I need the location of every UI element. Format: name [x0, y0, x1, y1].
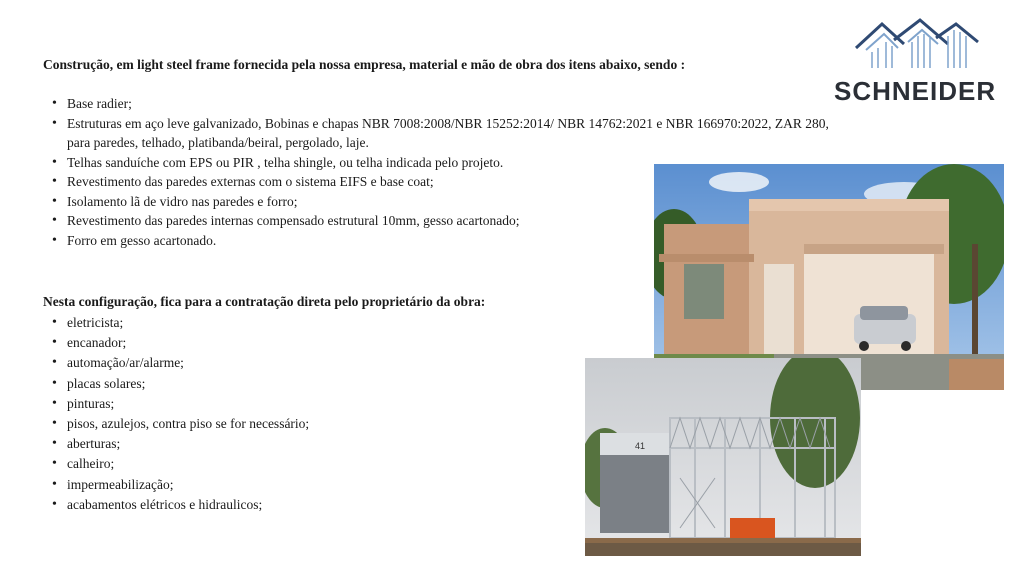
steel-frame-photo	[585, 358, 861, 556]
list-item: • aberturas;	[52, 434, 309, 454]
list-item: • acabamentos elétricos e hidraulicos;	[52, 495, 309, 515]
list-item: • automação/ar/alarme;	[52, 353, 309, 373]
company-logo	[832, 18, 1002, 108]
list-item: • eletricista;	[52, 313, 309, 333]
list-item: • Telhas sanduíche com EPS ou PIR , telha shingle, ou telha indicada pelo projeto.	[52, 153, 972, 173]
house-roofs-icon	[852, 18, 982, 74]
intro-text: Construção, em light steel frame fornecida pela nossa empresa, material e mão de obra dos itens abaixo, sendo :	[43, 57, 686, 72]
list-item-continuation: para paredes, telhado, platibanda/beiral, pergolado, laje.	[67, 135, 369, 150]
finished-house-photo	[654, 164, 1004, 390]
site-sign: 41	[635, 441, 646, 451]
list-item: • Estruturas em aço leve galvanizado, Bobinas e chapas NBR 7008:2008/NBR 15252:2014/ NBR 14762:2021 e NBR 166970:2022, ZAR 280, para paredes, telhado, platibanda/beiral, pergolado, laje.	[52, 114, 972, 153]
logo-text: SCHNEIDER	[834, 76, 997, 106]
list-item: • pisos, azulejos, contra piso se for necessário;	[52, 414, 309, 434]
list-item: • Base radier;	[52, 94, 972, 114]
list-item: • encanador;	[52, 333, 309, 353]
list-item: • placas solares;	[52, 374, 309, 394]
list-item: • Revestimento das paredes internas compensado estrutural 10mm, gesso acartonado;	[52, 211, 972, 231]
owner-section-heading: Nesta configuração, fica para a contratação direta pelo proprietário da obra:	[43, 294, 486, 309]
list-item: • Revestimento das paredes externas com o sistema EIFS e base coat;	[52, 172, 972, 192]
owner-items-list	[52, 313, 309, 515]
list-item: • Isolamento lã de vidro nas paredes e forro;	[52, 192, 972, 212]
list-item: • pinturas;	[52, 394, 309, 414]
list-item: • Forro em gesso acartonado.	[52, 231, 972, 251]
list-item: • calheiro;	[52, 454, 309, 474]
list-item: • impermeabilização;	[52, 475, 309, 495]
